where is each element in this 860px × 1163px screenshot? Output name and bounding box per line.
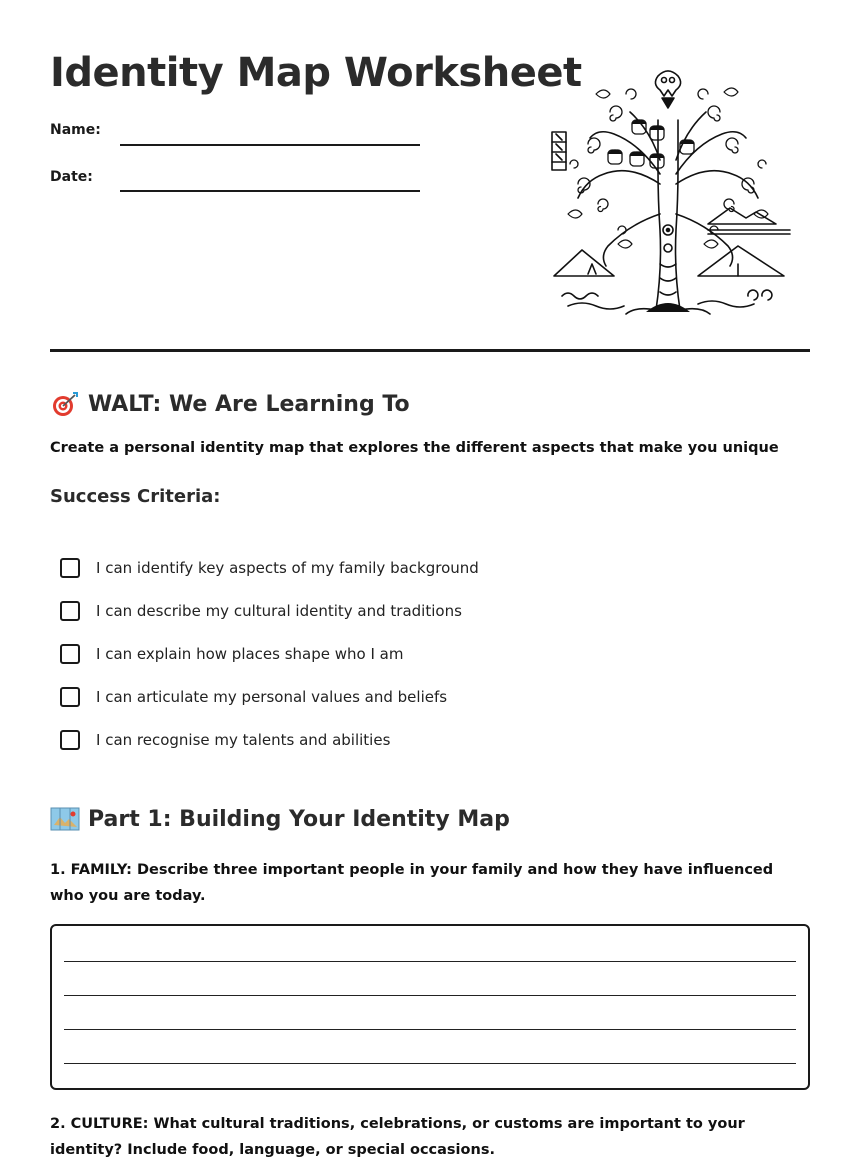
map-icon [50, 805, 80, 833]
criteria-text: I can articulate my personal values and beliefs [96, 688, 448, 706]
criteria-text: I can recognise my talents and abilities [96, 731, 391, 749]
page-title: Identity Map Worksheet [50, 50, 582, 96]
date-label: Date: [50, 169, 93, 185]
part1-heading [50, 805, 510, 833]
criteria-item[interactable] [60, 685, 447, 709]
answer-line [64, 995, 796, 996]
date-field[interactable] [120, 190, 420, 192]
criteria-checkbox[interactable] [60, 730, 80, 750]
criteria-checkbox[interactable] [60, 601, 80, 621]
criteria-checkbox[interactable] [60, 644, 80, 664]
criteria-item[interactable] [60, 599, 462, 623]
walt-heading [50, 390, 410, 418]
answer-line [64, 1029, 796, 1030]
criteria-checkbox[interactable] [60, 558, 80, 578]
criteria-item[interactable] [60, 556, 479, 580]
success-criteria-heading: Success Criteria: [50, 486, 221, 507]
part1-heading-text: Part 1: Building Your Identity Map [88, 806, 510, 832]
answer-line [64, 961, 796, 962]
walt-description: Create a personal identity map that explores the different aspects that make you unique [50, 440, 779, 456]
family-answer-box[interactable] [50, 924, 810, 1090]
name-label: Name: [50, 122, 101, 138]
criteria-text: I can identify key aspects of my family background [96, 559, 479, 577]
criteria-checkbox[interactable] [60, 687, 80, 707]
criteria-text: I can describe my cultural identity and traditions [96, 602, 462, 620]
family-tree-illustration-icon [548, 64, 792, 316]
criteria-item[interactable] [60, 728, 390, 752]
name-field[interactable] [120, 144, 420, 146]
criteria-item[interactable] [60, 642, 403, 666]
answer-line [64, 1063, 796, 1064]
section-divider [50, 349, 810, 352]
walt-heading-text: WALT: We Are Learning To [88, 391, 410, 417]
target-icon [50, 390, 80, 418]
question-family: 1. FAMILY: Describe three important people in your family and how they have influenced who you are today. [50, 862, 774, 904]
criteria-text: I can explain how places shape who I am [96, 645, 404, 663]
question-culture: 2. CULTURE: What cultural traditions, celebrations, or customs are important to your identity? Include food, language, or special occasions. [50, 1116, 745, 1158]
